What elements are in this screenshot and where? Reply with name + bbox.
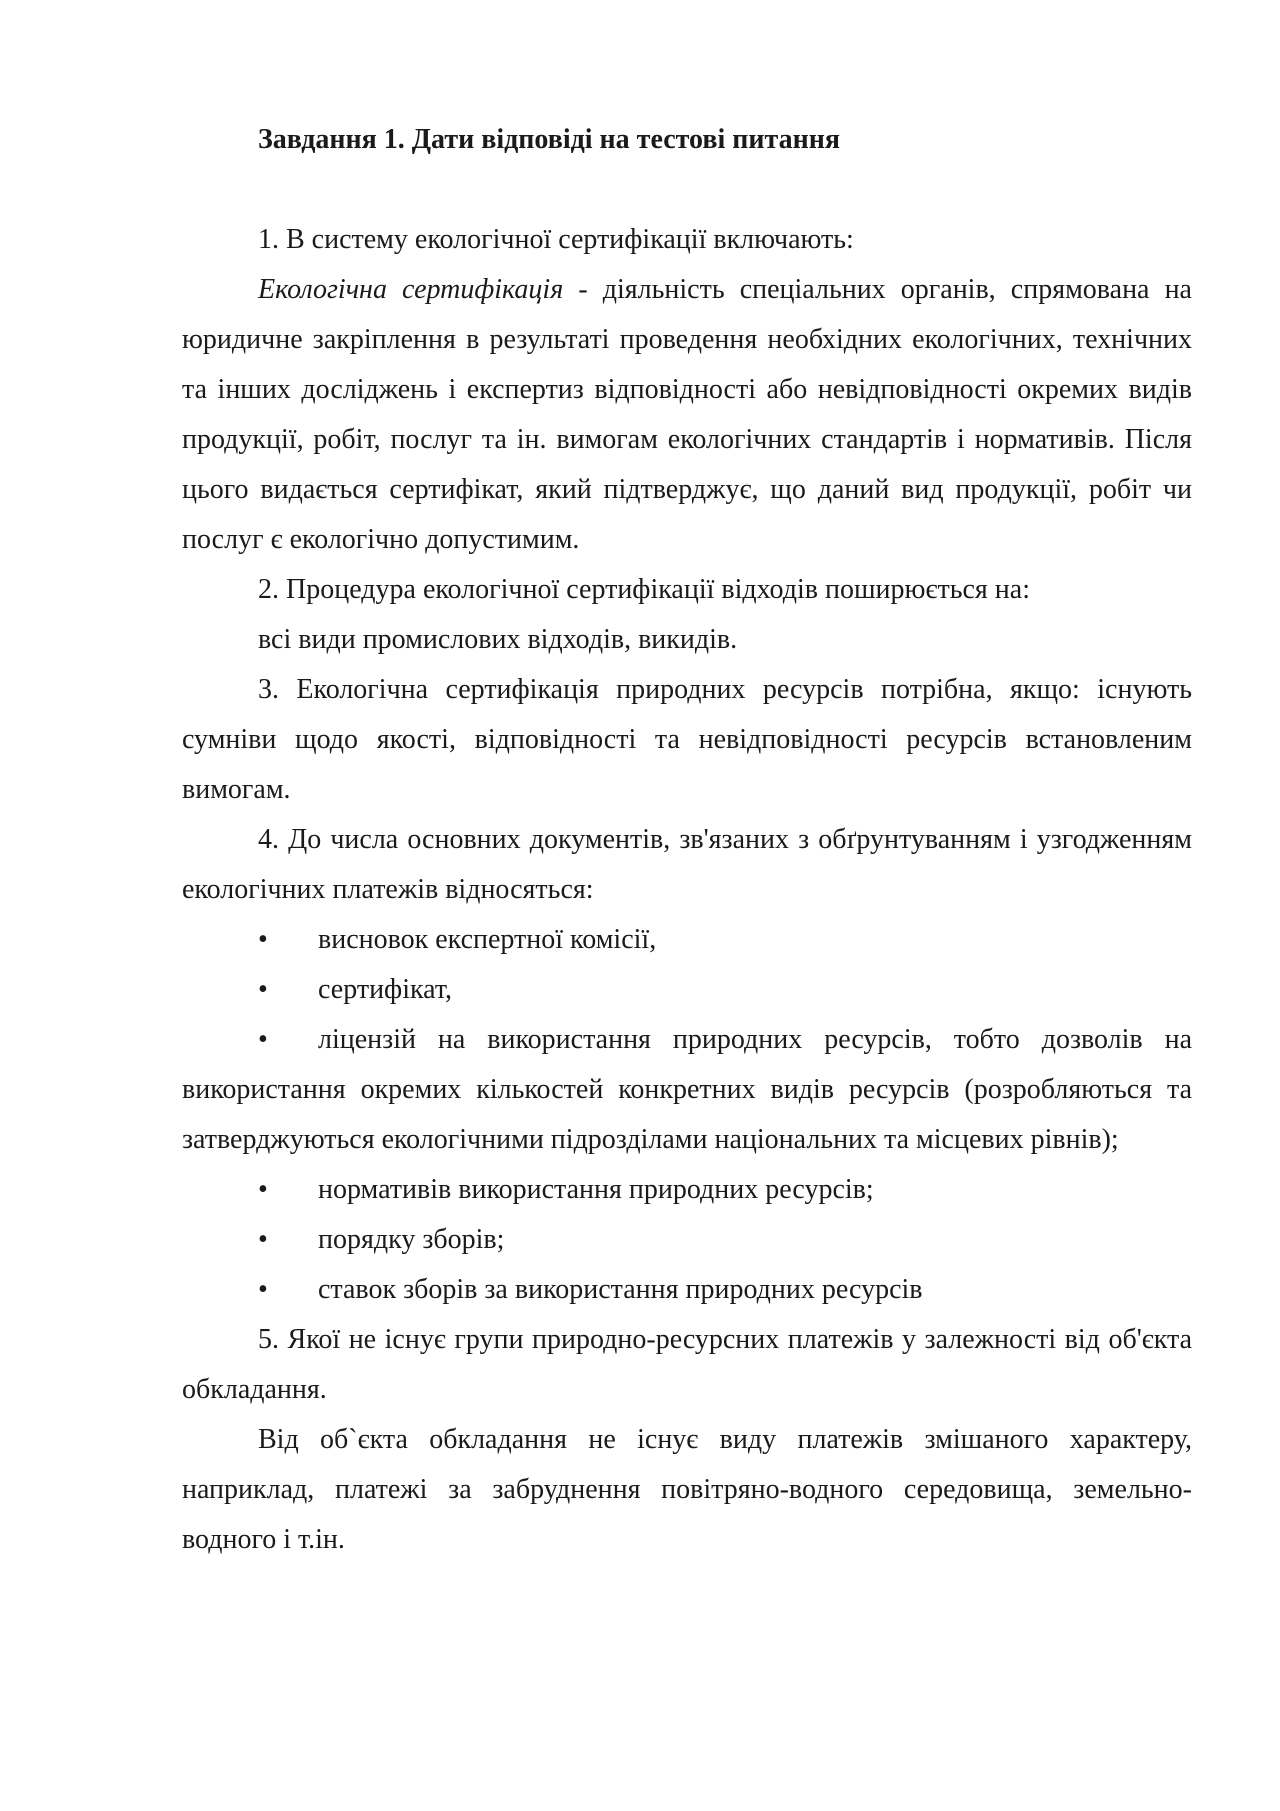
answer-1 bbox=[182, 265, 1192, 565]
question-1: 1. В систему екологічної сертифікації включають: bbox=[258, 224, 854, 255]
list-item-text: нормативів використання природних ресурсів; bbox=[318, 1174, 874, 1205]
bullet-icon: • bbox=[258, 1174, 268, 1205]
bullet-icon: • bbox=[258, 1224, 268, 1255]
question-5: 5. Якої не існує групи природно-ресурсних платежів у залежності від об'єкта обкладання. bbox=[182, 1324, 1192, 1405]
question-3: 3. Екологічна сертифікація природних ресурсів потрібна, якщо: існують сумніви щодо якості, відповідності та невідповідності ресурсів встановленим вимогам. bbox=[182, 674, 1192, 805]
answer-1-text: - діяльність спеціальних органів, спрямована на юридичне закріплення в результаті проведення необхідних екологічних, технічних та інших досліджень і експертиз відповідності або невідповідності окремих видів продукції, робіт, послуг та ін. вимогам екологічних стандартів і нормативів. Після цього видається сертифікат, який підтверджує, що даний вид продукції, робіт чи послуг є екологічно допустимим. bbox=[182, 274, 1192, 555]
bullet-icon: • bbox=[258, 1024, 268, 1055]
list-item bbox=[182, 1165, 1192, 1215]
answer-5: Від об`єкта обкладання не існує виду платежів змішаного характеру, наприклад, платежі за забруднення повітряно-водного середовища, земельно-водного і т.ін. bbox=[182, 1424, 1192, 1555]
list-item-text: ліцензій на використання природних ресурсів, тобто дозволів на використання окремих кількостей конкретних видів ресурсів (розробляються та затверджуються екологічними підрозділами національних та місцевих рівнів); bbox=[182, 1024, 1192, 1155]
list-item bbox=[182, 1215, 1192, 1265]
bullet-icon: • bbox=[258, 924, 268, 955]
bullet-icon: • bbox=[258, 1274, 268, 1305]
assignment-title: Завдання 1. Дати відповіді на тестові питання bbox=[258, 124, 840, 155]
answer-1-term: Екологічна сертифікація bbox=[258, 274, 564, 305]
list-item-text: висновок експертної комісії, bbox=[318, 924, 657, 955]
bullet-icon: • bbox=[258, 974, 268, 1005]
question-4: 4. До числа основних документів, зв'язаних з обґрунтуванням і узгодженням екологічних платежів відносяться: bbox=[182, 824, 1192, 905]
answer-2: всі види промислових відходів, викидів. bbox=[258, 624, 738, 655]
list-item-text: порядку зборів; bbox=[318, 1224, 505, 1255]
list-item bbox=[182, 1015, 1192, 1165]
list-item-text: сертифікат, bbox=[318, 974, 452, 1005]
list-item bbox=[182, 1265, 1192, 1315]
list-item bbox=[182, 965, 1192, 1015]
spacer bbox=[182, 165, 1192, 215]
document-body bbox=[182, 115, 1192, 1565]
list-item bbox=[182, 915, 1192, 965]
list-item-text: ставок зборів за використання природних ресурсів bbox=[318, 1274, 923, 1305]
question-2: 2. Процедура екологічної сертифікації відходів поширюється на: bbox=[258, 574, 1030, 605]
